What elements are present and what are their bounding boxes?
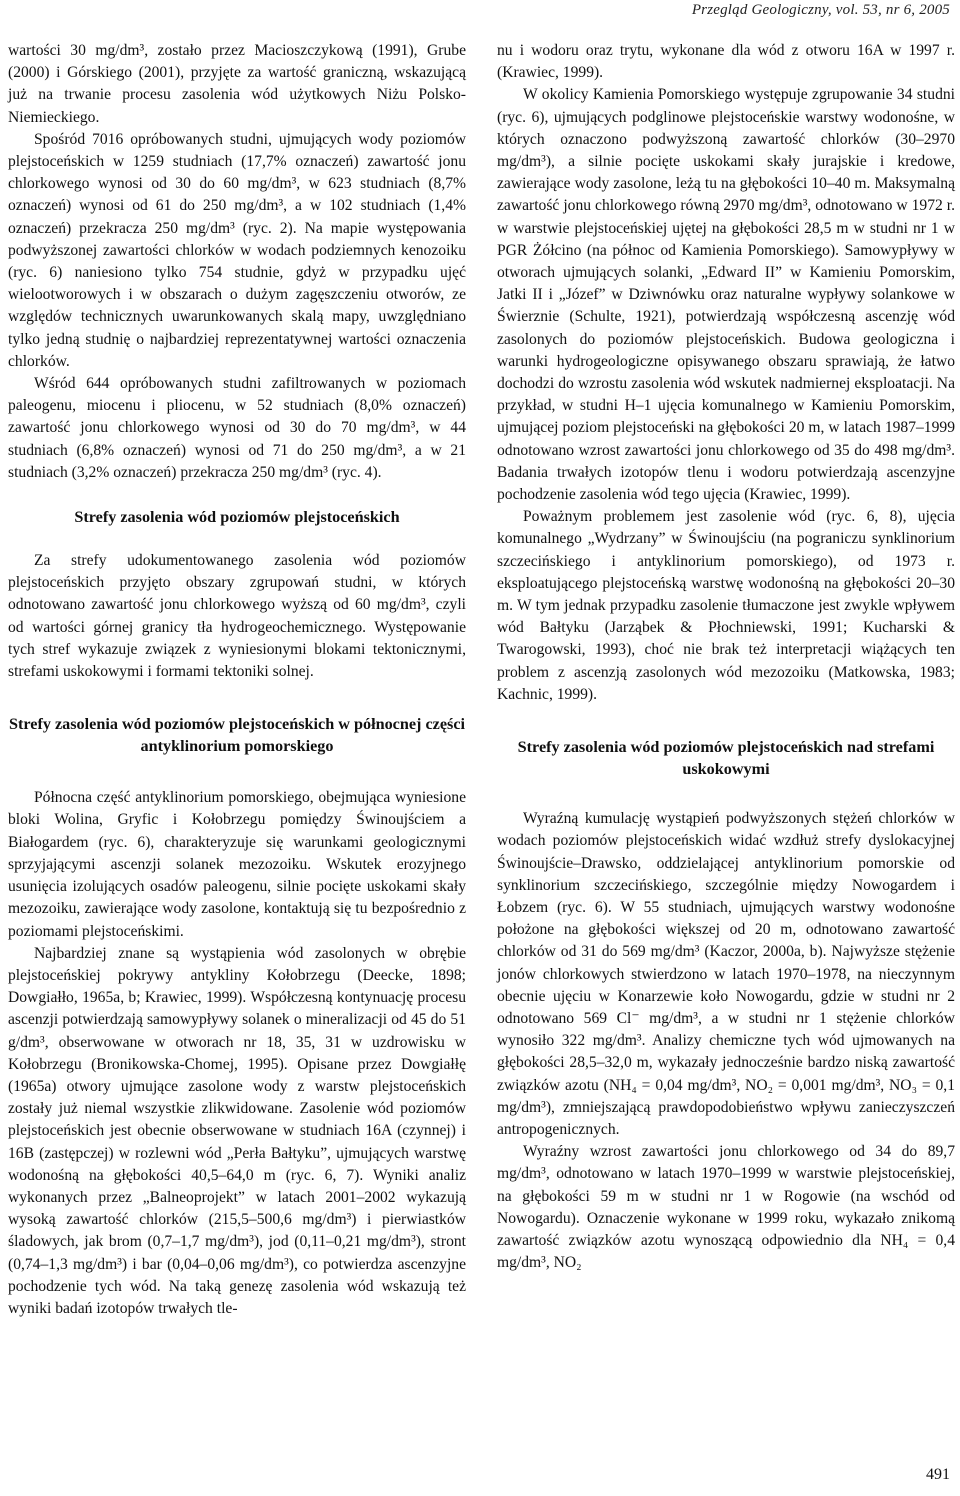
paragraph: Najbardziej znane są wystąpienia wód zasolonych w obrębie plejstoceńskiej pokrywy antykliny Kołobrzegu (Deecke, 1898; Dowgiałło, 1965a, b; Krawiec, 1999). Współczesną kontynuację procesu ascenzji potwierdzają samowypływy solanek o mineralizacji od 45 do 51 g/dm³, obserwowane w otworach nr 18, 35, 31 w uzdrowisku w Kołobrzegu (Bronikowska-Chomej, 1995). Opisane przez Dowgiałłę (1965a) otwory ujmujące zasolone wody z warstw plejstoceńskich zostały już niemal wszystkie zlikwidowane. Zasolenie wód poziomów plejstoceńskich jest obecnie obserwowane w studniach 16A (czynnej) i 16B (zastępczej) w rozlewni wód „Perła Bałtyku”, ujmujących warstwę wodonośną na głębokości 40,5–64,0 m (ryc. 6, 7). Wyniki analiz wykonanych przez „Balneoprojekt” w latach 2001–2002 wykazują wysoką zawartość chlorków (215,5–500,6 mg/dm³) i pierwiastków śladowych, jak brom (0,7–1,7 mg/dm³), jod (0,11–0,21 mg/dm³), stront (0,74–1,3 mg/dm³) i bar (0,04–0,06 mg/dm³), co potwierdza ascenzyjne pochodzenie tych wód. Na taką genezę zasolenia wód wskazują też wyniki badań izotopów trwałych tle- [8,944,466,1317]
paragraph: wartości 30 mg/dm³, zostało przez Macioszczykową (1991), Grube (2000) i Górskiego (2001), przyjęte za wartość graniczną, wskazującą już na trwanie procesu zasolenia wód użytkowych Niżu Polsko-Niemieckiego. [8,42,466,126]
section-heading: Strefy zasolenia wód poziomów plejstoceńskich [74,508,400,527]
paragraph: Spośród 7016 opróbowanych studni, ujmujących wody poziomów plejstoceńskich w 1259 studniach (17,7% oznaczeń) zawartość jonu chlorkowego wynosi od 30 do 60 mg/dm³, w 623 studniach (8,7% oznaczeń) wynosi od 61 do 250 mg/dm³, a w 102 studniach (1,4% oznaczeń) przekracza 250 mg/dm³ (ryc. 2). Na mapie występowania podwyższonej zawartości chlorków w wodach podziemnych kenozoiku (ryc. 6) naniesiono tylko 754 studnie, gdyż w przypadku ujęć wielootworowych i w obszarach o dużym zagęszczeniu otworów, ze względów technicznych uwarunkowanych skalą mapy, uwzględniano tylko jedną studnię o najbardziej reprezentatywnej wartości oznaczenia chlorków. [8,130,466,370]
paragraph: Wyraźny wzrost zawartości jonu chlorkowego od 34 do 89,7 mg/dm³, odnotowano w latach 1970–1999 w warstwie plejstoceńskiej, na głębokości 59 m w studni nr 1 w Rogowie (na wschód od Nowogardu). Oznaczenie wykonane w 1999 roku, wykazało znikomą zawartość związków azotu wynoszącą odpowiednio dla NH₄ = 0,4 mg/dm³, NO₂ [497,1143,955,1272]
paragraph: Za strefy udokumentowanego zasolenia wód poziomów plejstoceńskich przyjęto obszary zgrupowań studni, w których odnotowano zawartość jonu chlorkowego wyższą od 60 mg/dm³, czyli od wartości górnej granicy tła hydrogeochemicznego. Występowanie tych stref wykazuje związek z wyniesionymi blokami tektonicznymi, strefami uskokowymi i formami tektoniki solnej. [8,552,466,681]
paragraph: Północna część antyklinorium pomorskiego, obejmująca wyniesione bloki Wolina, Gryfic i Kołobrzegu pomiędzy Świnoujściem a Białogardem (ryc. 6), charakteryzuje się warunkami geologicznymi sprzyjającymi ascenzji solanek mezozoiku. Wskutek erozyjnego usunięcia izolujących osadów paleogenu, silnie pocięte uskokami skały mezozoiku, zawierające wody zasolone, kontaktują się tu bezpośrednio z poziomami plejstoceńskimi. [8,789,466,940]
paragraph: Wyraźną kumulację wystąpień podwyższonych stężeń chlorków w wodach poziomów plejstoceńskich widać wzdłuż strefy dyslokacyjnej Świnoujście–Drawsko, oddzielającej antyklinorium pomorskie od synklinorium szczecińskiego, szczególnie między Nowogardem i Łobzem (ryc. 6). W 55 studniach, ujmujących warstwy wodonośne położone na głębokości większej od 20 m, odnotowano zawartość chlorków od 31 do 569 mg/dm³ (Kaczor, 2000a, b). Najwyższe stężenie jonów chlorkowych stwierdzono w latach 1970–1978, na nieczynnym obecnie ujęciu w Konarzewie koło Nowogardu, gdzie w studni nr 2 odnotowano 569 Cl⁻ mg/dm³, a w studni nr 1 stężenie chlorków wynosiło 322 mg/dm³. Analizy chemiczne tych wód ujmowanych na głębokości 28,5–32,0 m, wykazały jednocześnie bardzo niską zawartość związków azotu (NH₄ = 0,04 mg/dm³, NO₂ = 0,001 mg/dm³, NO₃ = 0,1 mg/dm³), zmniejszającą prawdopodobieństwo wpływu zanieczyszczeń antropogenicznych. [497,810,955,1138]
section-heading: Strefy zasolenia wód poziomów plejstoceńskich w północnej części antyklinorium pomorskiego [8,715,466,756]
paragraph: Wśród 644 opróbowanych studni zafiltrowanych w poziomach paleogenu, miocenu i pliocenu, w 52 studniach (8,0% oznaczeń) zawartość jonu chlorkowego wynosi od 30 do 70 mg/dm³, w 44 studniach (6,8% oznaczeń) wynosi od 71 do 250 mg/dm³, a w 21 studniach (3,2% oznaczeń) przekracza 250 mg/dm³ (ryc. 4). [8,375,466,481]
left-column [8,40,466,1320]
paragraph: Poważnym problemem jest zasolenie wód (ryc. 6, 8), ujęcia komunalnego „Wydrzany” w Świnoujściu (na pograniczu synklinorium szczecińskiego i antyklinorium pomorskiego), od 1973 r. eksploatującego plejstoceńską warstwę wodonośną na głębokości 20–30 m. W tym jednak przypadku zasolenie tłumaczone jest zwykle wpływem wód Bałtyku (Jarząbek & Płochniewski, 1991; Kucharski & Twarogowski, 1993), choć nie brak też interpretacji wiążących ten problem z ascenzją zasolonych wód mezozoiku (Matkowska, 1983; Kachnic, 1999). [497,508,955,703]
journal-header: Przegląd Geologiczny, vol. 53, nr 6, 2005 [691,2,950,18]
section-heading: Strefy zasolenia wód poziomów plejstoceńskich nad strefami uskokowymi [517,738,935,779]
paragraph: nu i wodoru oraz trytu, wykonane dla wód z otworu 16A w 1997 r. (Krawiec, 1999). [497,42,955,82]
paragraph: W okolicy Kamienia Pomorskiego występuje zgrupowanie 34 studni (ryc. 6), ujmujących podglinowe plejstoceńskie warstwy wodonośne, w których oznaczono podwyższoną zawartość chlorków (30–2970 mg/dm³), a silnie pocięte uskokami skały jurajskie i kredowe, zawierające wody zasolone, leżą tu na głębokości 10–40 m. Maksymalną zawartość jonu chlorkowego równą 2970 mg/dm³, odnotowano w 1972 r. w warstwie plejstoceńskiej ujętej na głębokości 28,5 m w studni nr 1 w PGR Żółcino (na północ od Kamienia Pomorskiego). Samowypływy w otworach ujmujących solanki, „Edward II” w Kamieniu Pomorskim, Jatki II i „Józef” w Dziwnówku oraz naturalne wypływy solankowe w Świerznie (Schulte, 1921), potwierdzają współczesną ascenzję wód zasolonych do poziomów plejstoceńskich. Budowa geologiczna i warunki hydrogeologiczne opisywanego obszaru sprawiają, że łatwo dochodzi do wzrostu zasolenia wód wskutek nadmiernej eksploatacji. Na przykład, w studni H–1 ujęcia komunalnego w Kamieniu Pomorskim, ujmującej poziom plejstoceński na głębokości 20 m, w latach 1987–1999 odnotowano wzrost zawartości jonu chlorkowego od 35 do 498 mg/dm³. Badania trwałych izotopów tlenu i wodoru potwierdzają ascenzyjne pochodzenie zasolenia wód tego ujęcia (Krawiec, 1999). [497,86,955,504]
page-number: 491 [926,1466,950,1483]
right-column [497,40,955,1274]
